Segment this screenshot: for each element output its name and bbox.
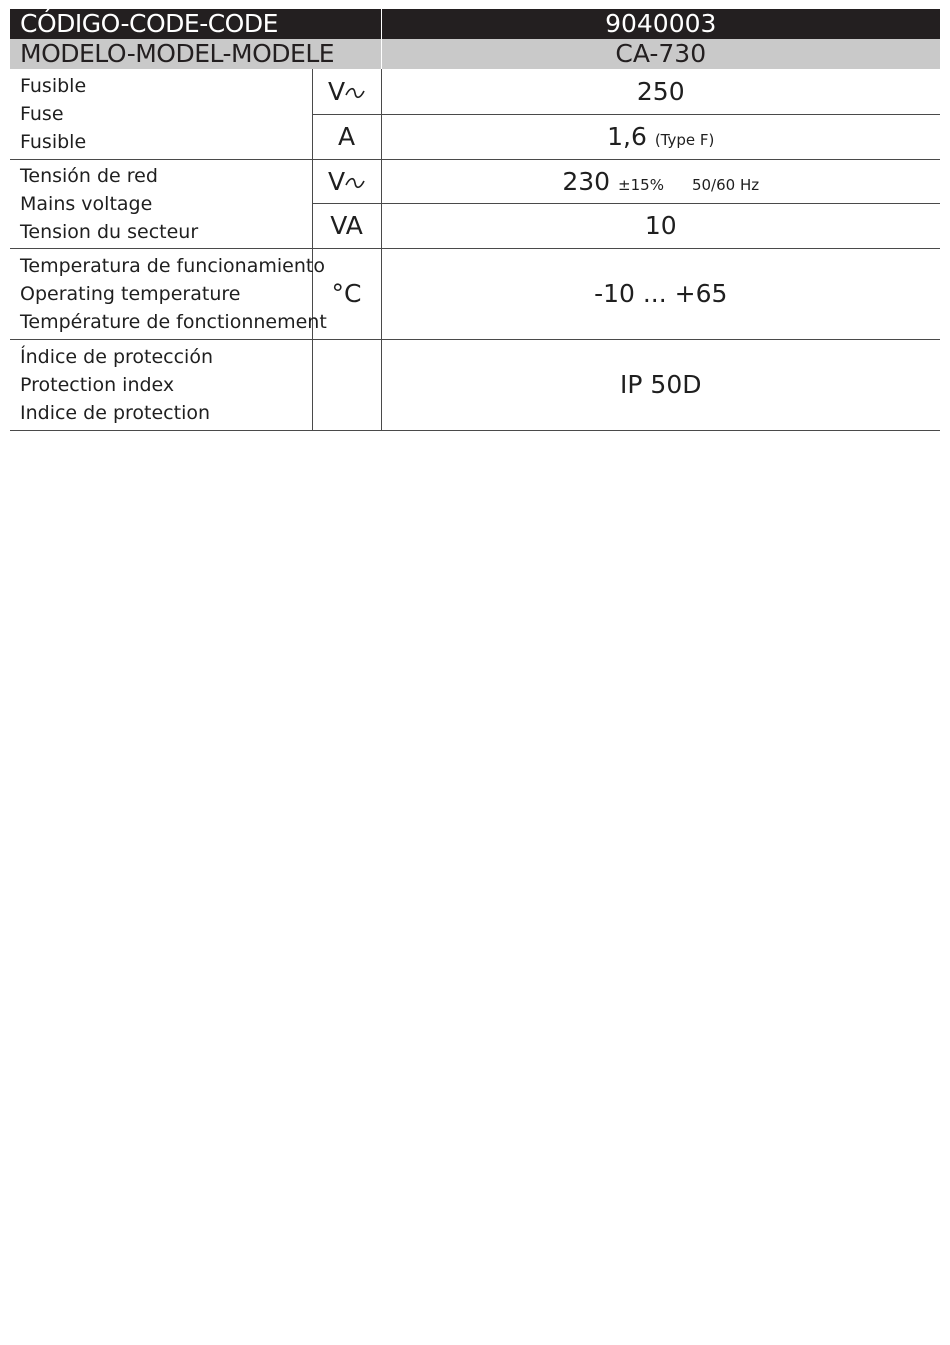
mains-voltage-value-cell (381, 159, 940, 203)
tilde-ac-icon (345, 87, 365, 99)
fuse-labels (10, 69, 312, 159)
fuse-current-value-cell (381, 114, 940, 159)
code-value: 9040003 (381, 9, 940, 39)
fuse-voltage-unit-text: V (327, 76, 346, 106)
model-label: MODELO-MODEL-MODELE (10, 39, 381, 69)
tilde-ac-icon (345, 177, 365, 189)
protection-value: IP 50D (381, 339, 940, 430)
mains-frequency: 50/60 Hz (691, 175, 760, 194)
fuse-row-voltage (10, 69, 940, 114)
protection-row (10, 339, 940, 430)
protection-unit (312, 339, 381, 430)
fuse-label-en: Fuse (20, 102, 64, 125)
protection-labels (10, 339, 312, 430)
temperature-label-en: Operating temperature (20, 282, 241, 305)
fuse-label-es: Fusible (20, 74, 87, 97)
fuse-voltage-unit (312, 69, 381, 114)
code-row (10, 9, 940, 39)
temperature-value: -10 ... +65 (381, 248, 940, 339)
mains-voltage-value: 230 (562, 166, 611, 196)
temperature-row (10, 248, 940, 339)
mains-row-voltage (10, 159, 940, 203)
spec-table (10, 9, 940, 431)
mains-voltage-unit (312, 159, 381, 203)
mains-label-en: Mains voltage (20, 192, 153, 215)
protection-label-es: Índice de protección (20, 345, 214, 368)
protection-label-fr: Indice de protection (20, 401, 211, 424)
fuse-current-note: (Type F) (654, 131, 715, 149)
mains-label-fr: Tension du secteur (20, 220, 199, 243)
mains-power-unit: VA (312, 203, 381, 248)
temperature-label-fr: Température de fonctionnement (20, 310, 327, 333)
mains-labels (10, 159, 312, 248)
mains-voltage-unit-text: V (327, 166, 346, 196)
model-value: CA-730 (381, 39, 940, 69)
fuse-current-unit: A (312, 114, 381, 159)
temperature-unit: °C (312, 248, 381, 339)
mains-voltage-tolerance: ±15% (618, 175, 664, 194)
mains-label-es: Tensión de red (20, 164, 158, 187)
fuse-current-value: 1,6 (607, 122, 647, 151)
fuse-label-fr: Fusible (20, 130, 87, 153)
code-label: CÓDIGO-CODE-CODE (10, 9, 381, 39)
temperature-labels (10, 248, 327, 339)
model-row (10, 39, 940, 69)
mains-power-value: 10 (381, 203, 940, 248)
protection-label-en: Protection index (20, 373, 175, 396)
temperature-label-es: Temperatura de funcionamiento (20, 254, 325, 277)
fuse-voltage-value: 250 (381, 69, 940, 114)
